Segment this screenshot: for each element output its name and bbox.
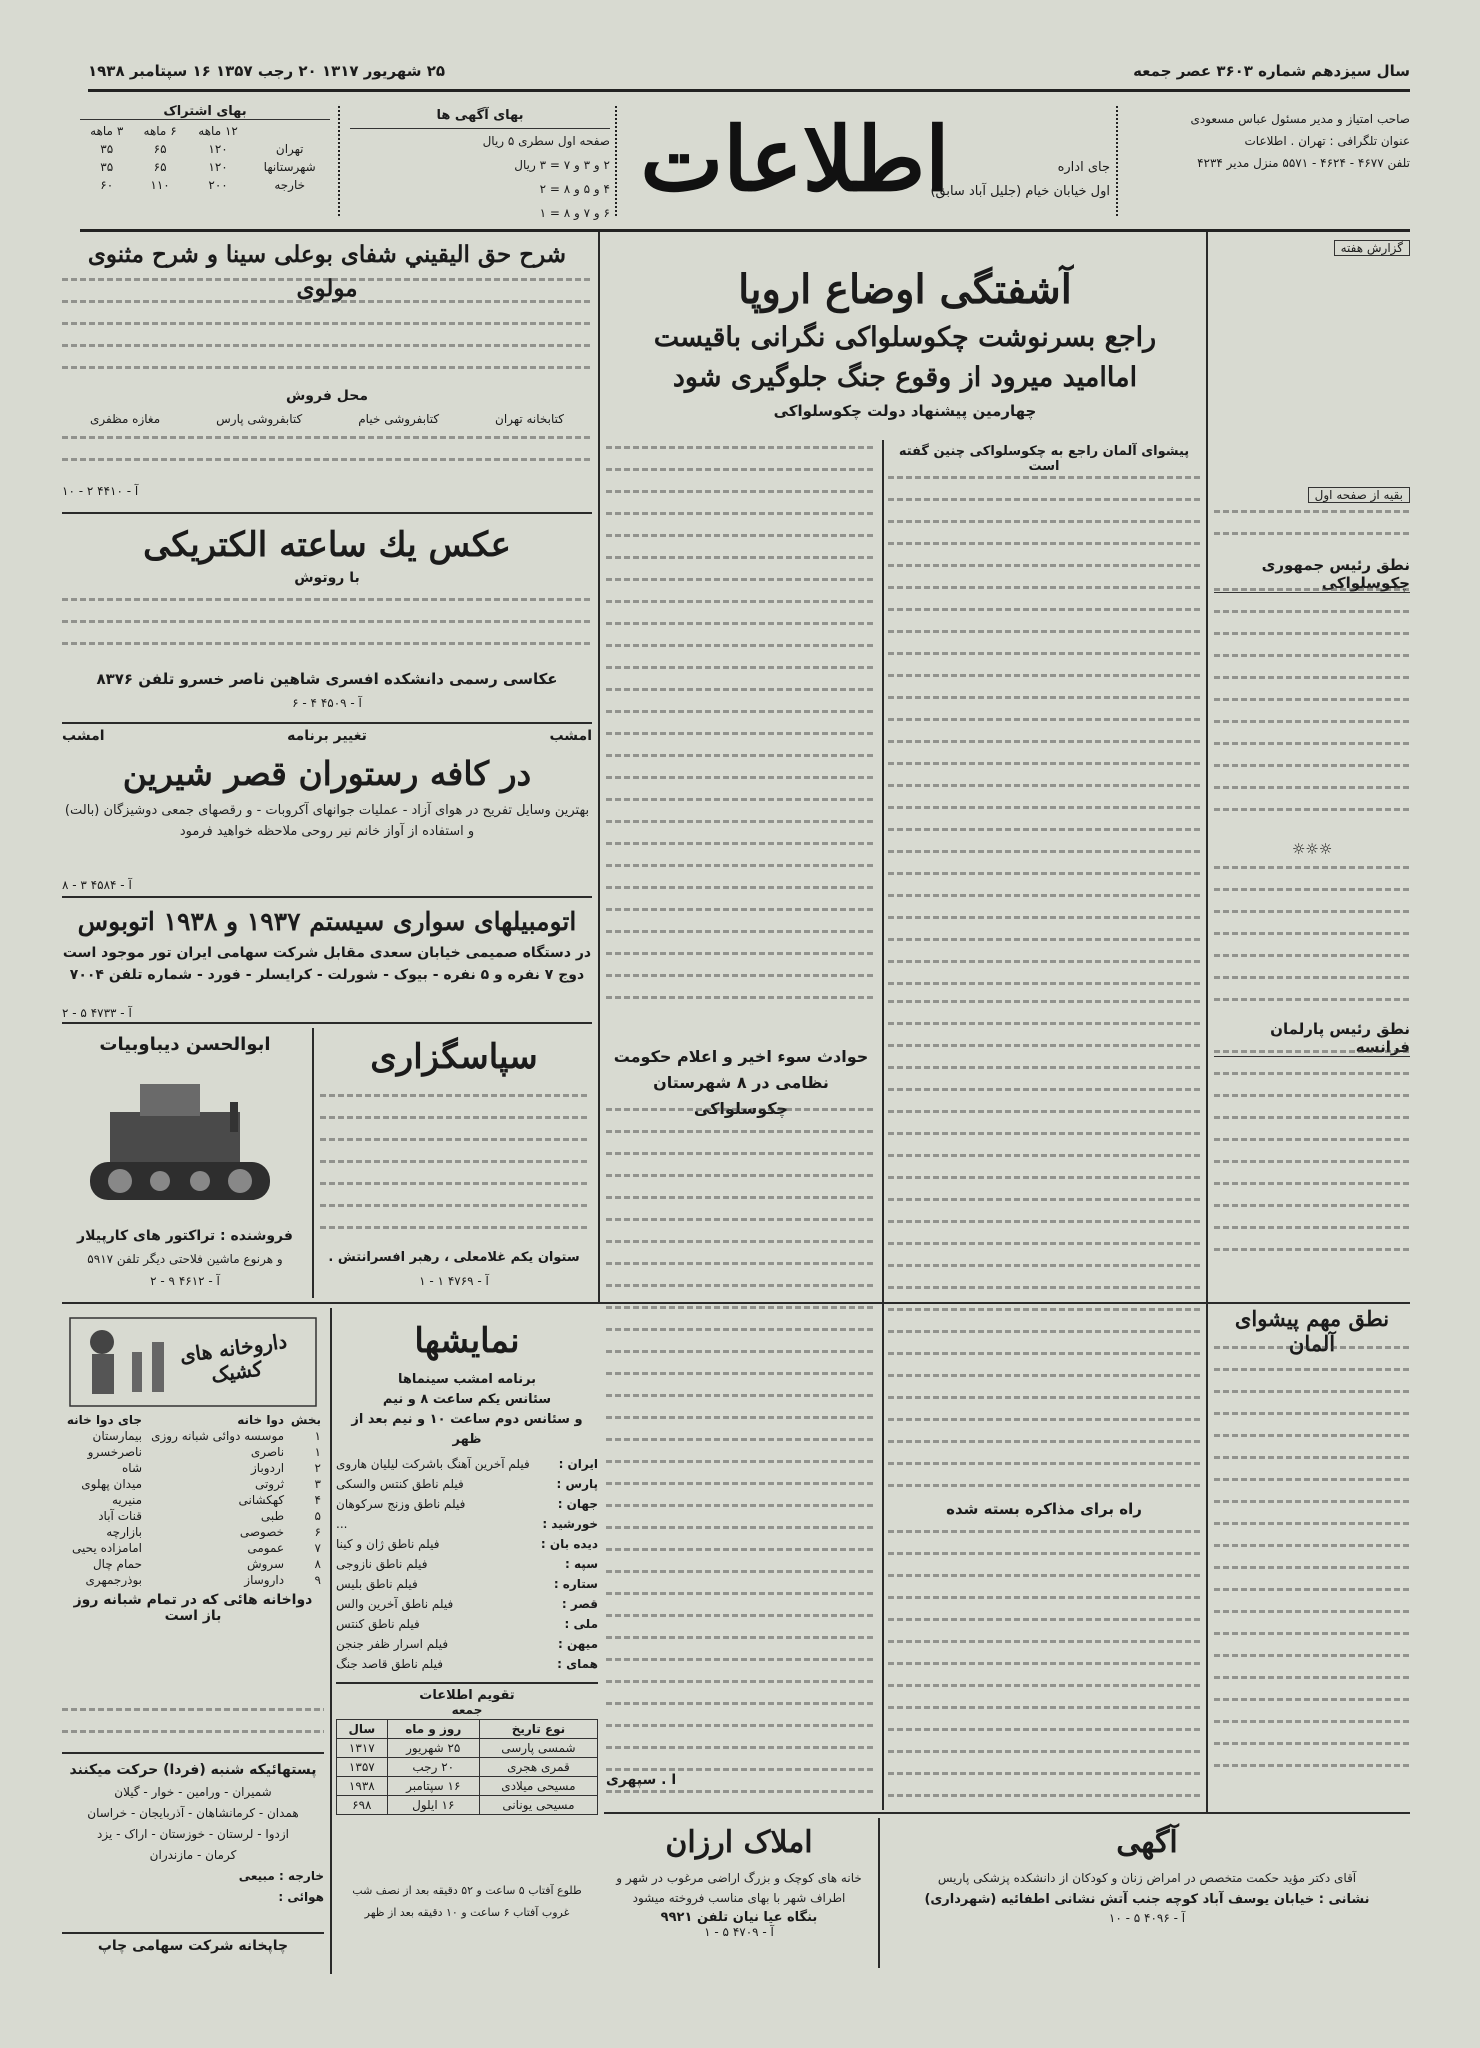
table-row — [62, 1412, 324, 1428]
tractor-icon — [80, 1072, 290, 1222]
shop-name: کتابخانه تهران — [495, 412, 565, 426]
main-headline: آشفتگی اوضاع اروپا — [738, 266, 1072, 313]
list-item — [336, 1574, 598, 1594]
tractor-ad — [62, 1028, 308, 1298]
notice-ad — [884, 1818, 1410, 1968]
table-cell: شمسی پارسی — [479, 1739, 597, 1758]
cinema-film: فیلم ناطق آخرین والس — [336, 1597, 454, 1611]
table-cell: ۳۵ — [100, 142, 114, 156]
table-row — [62, 1428, 324, 1444]
right-head-box — [1214, 1020, 1410, 1056]
table-cell: ۶ — [314, 1525, 321, 1539]
nego-head-box — [888, 1500, 1200, 1526]
table-cell: ۶۵ — [153, 160, 167, 174]
table-row — [62, 1572, 324, 1588]
table-header: سال — [337, 1720, 388, 1739]
list-item — [336, 1474, 598, 1494]
cinema-name: دیده بان : — [540, 1537, 598, 1551]
table-cell: مسیحی یونانی — [479, 1796, 597, 1815]
table-cell: ناصری — [250, 1445, 285, 1459]
list-item — [336, 1594, 598, 1614]
tractor-ad-seller: فروشنده : تراکتور های کارپیلار — [77, 1228, 293, 1244]
book-ad — [62, 238, 592, 510]
ad-code: آ - ۴۷۳۳ ۵ - ۲ — [62, 1006, 132, 1020]
table-cell: منیریه — [111, 1493, 143, 1507]
list-item — [336, 1654, 598, 1674]
office-title: جای اداره — [1057, 160, 1110, 175]
pharmacy-illustration-box — [62, 1312, 324, 1412]
table-header: ۶ ماهه — [143, 124, 177, 138]
property-ad-title: املاک ارزان — [665, 1825, 813, 1860]
shows-section — [336, 1312, 598, 1671]
table-header: جای دوا خانه — [66, 1413, 143, 1427]
photo-ad-footer: عکاسی رسمی دانشکده افسری شاهین ناصر خسرو تلفن ۸۳۷۶ — [96, 670, 558, 688]
table-cell: ۹ — [314, 1573, 321, 1587]
pharmacy-title: داروخانه های کشیک — [178, 1328, 289, 1388]
section-rule — [604, 1812, 1410, 1814]
cinema-film: فیلم آخرین آهنگ باشرکت لیلیان هاروی — [336, 1457, 530, 1471]
subscription-table — [80, 122, 330, 194]
table-cell: ۱۱۰ — [150, 178, 170, 192]
tractor-ad-address: و هرنوع ماشین فلاحتی دیگر تلفن ۵۹۱۷ — [87, 1252, 283, 1266]
mid-heading: نظامی در ۸ شهرستان چکوسلواکی — [653, 1073, 829, 1118]
table-cell: ۱۶ ایلول — [387, 1796, 479, 1815]
post-air: هوائی : — [278, 1890, 324, 1904]
table-row — [62, 1524, 324, 1540]
cinema-name: ایران : — [558, 1457, 598, 1471]
column-rule — [1206, 232, 1208, 1812]
auto-ad-title: اتومبیلهای سواری سیستم ۱۹۳۷ و ۱۹۳۸ اتوبوس — [77, 907, 577, 936]
telegraph-line: عنوان تلگرافی : تهران . اطلاعات — [1244, 134, 1410, 148]
list-item — [336, 1494, 598, 1514]
calendar-table — [336, 1719, 598, 1815]
list-item — [336, 1614, 598, 1634]
printer-name: چاپخانه شرکت سهامی چاپ — [97, 1938, 289, 1954]
ad-rate-line: صفحه اول سطری ۵ ریال — [482, 134, 610, 148]
sun-times — [336, 1880, 598, 1924]
auto-ad — [62, 902, 592, 1020]
subscription-title: بهای اشتراک — [80, 104, 330, 120]
cinema-film: فیلم ناطق قاصد جنگ — [336, 1657, 443, 1671]
stars-divider: ☼☼☼ — [1291, 840, 1333, 858]
table-cell: ۱۳۱۷ — [337, 1739, 388, 1758]
article-signature: ا . سپهری — [606, 1772, 677, 1788]
table-row — [62, 1460, 324, 1476]
post-line: ازدوا - لرستان - خوزستان - اراک - یزد — [97, 1827, 289, 1841]
post-line: کرمان - مازندران — [149, 1848, 237, 1862]
thanks-ad — [316, 1028, 592, 1298]
right-column-text — [1214, 1346, 1410, 1804]
table-cell: بازارچه — [106, 1525, 143, 1539]
property-ad-contact: بنگاه عیا نیان تلفن ۹۹۲۱ — [660, 1910, 818, 1925]
report-tag: گزارش هفته — [1334, 240, 1410, 256]
table-cell: ۱۹۳۸ — [337, 1777, 388, 1796]
post-title: پستهائیکه شنبه (فردا) حرکت میکنند — [69, 1762, 317, 1778]
ad-code: آ - ۴۵۸۴ ۳ - ۸ — [62, 878, 132, 892]
ad-rates-title: بهای آگهی ها — [350, 104, 610, 129]
table-cell: خارجه — [274, 178, 306, 192]
shows-intro: و سئانس دوم ساعت ۱۰ و نیم بعد از ظهر — [351, 1412, 583, 1447]
table-cell: میدان پهلوی — [81, 1477, 143, 1491]
table-cell — [249, 122, 330, 140]
shop-name: مغازه مظفری — [90, 412, 161, 426]
cinema-name: ستاره : — [553, 1577, 598, 1591]
column-rule — [330, 1308, 332, 1974]
table-row — [62, 1476, 324, 1492]
newspaper-logo — [620, 96, 970, 221]
date-line: ۲۵ شهریور ۱۳۱۷ ۲۰ رجب ۱۳۵۷ ۱۶ سپتامبر ۱۹۳۸ — [88, 62, 445, 80]
photo-ad — [62, 520, 592, 720]
table-cell: ۱۶ سپتامبر — [387, 1777, 479, 1796]
ad-rates — [350, 104, 610, 225]
article-column — [888, 1000, 1200, 1500]
section-rule — [336, 1682, 598, 1684]
table-cell: موسسه دوائی شبانه روزی — [151, 1429, 285, 1443]
cinema-film: فیلم ناطق نازوجی — [336, 1557, 428, 1571]
main-headline-block — [605, 262, 1205, 440]
photo-ad-text — [62, 598, 592, 664]
article-column — [888, 476, 1200, 996]
top-rule — [88, 89, 1410, 92]
continuation-tag: بقیه از صفحه اول — [1308, 487, 1410, 503]
ad-rate-line: ۶ و ۷ و ۸ = ۱ — [539, 206, 610, 220]
table-cell: حمام چال — [92, 1557, 143, 1571]
table-cell: شاه — [122, 1461, 143, 1475]
cafe-ad-text: بهترین وسایل تفریح در هوای آزاد - عملیات جوانهای آکروبات - و رقصهای جمعی دوشیزگان (بالت) و استفاده از آواز خانم نیر روحی ملاحظه خواهید فرمود — [64, 803, 590, 839]
auto-ad-text: در دستگاه صمیمی خیابان سعدی مقابل شرکت سهامی ایران تور موجود است — [62, 945, 592, 961]
book-ad-text — [62, 278, 592, 388]
table-row — [80, 158, 330, 176]
table-cell: ثروتی — [254, 1477, 285, 1491]
publisher-line: صاحب امتیاز و مدیر مسئول عباس مسعودی — [1190, 112, 1410, 126]
cinema-film: فیلم اسرار ظفر جنجن — [336, 1637, 449, 1651]
table-row — [62, 1556, 324, 1572]
issue-info: سال سیزدهم شماره ۳۶۰۳ عصر جمعه — [1133, 62, 1410, 80]
book-ad-title: شرح حق اليقيني شفای بوعلی سينا و شرح مثنوی مولوی — [87, 241, 567, 302]
article-lead-text: پیشوای آلمان راجع به چکوسلواکی چنین گفته است — [898, 444, 1190, 474]
table-header: ۱۲ ماهه — [198, 124, 238, 138]
book-ad-shops — [62, 412, 592, 426]
shows-title: نمایشها — [414, 1321, 520, 1361]
phone-line: تلفن ۴۶۷۷ - ۴۶۲۴ - ۵۵۷۱ منزل مدیر ۴۲۳۴ — [1197, 156, 1410, 170]
table-cell: ۲۵ شهریور — [387, 1739, 479, 1758]
cinema-name: جهان : — [557, 1497, 598, 1511]
cont-box — [1214, 484, 1410, 504]
table-header: روز و ماه — [387, 1720, 479, 1739]
right-heading: نطق رئیس جمهوری چکوسلواکی — [1214, 556, 1410, 593]
shop-name: کتابفروشی پارس — [216, 412, 303, 426]
pharmacy-extra-text — [62, 1708, 324, 1752]
table-cell: ۳۵ — [100, 160, 114, 174]
table-cell: داروساز — [244, 1573, 285, 1587]
ad-code: آ - ۴۵۰۹ ۴ - ۶ — [292, 696, 362, 710]
article-column — [606, 446, 876, 1006]
photo-ad-title: عکس يك ساعته الکتريکی — [143, 525, 511, 565]
mid-head-box — [606, 1044, 876, 1118]
table-row — [337, 1796, 598, 1815]
office-address: اول خیابان خیام (جلیل آباد سابق) — [930, 184, 1110, 199]
publisher-info — [1150, 108, 1410, 174]
post-line: همدان - کرمانشاهان - آذربایجان - خراسان — [87, 1806, 299, 1820]
pharmacy-section — [62, 1312, 324, 1702]
program-change-label: تغییر برنامه — [287, 728, 367, 744]
table-cell: ۲ — [314, 1461, 321, 1475]
main-subheadline: امااميد ميرود از وقوع جنگ جلوگيری شود — [672, 362, 1138, 393]
table-cell: بوذرجمهری — [85, 1573, 143, 1587]
ad-code: آ - ۴۶۱۲ ۹ - ۲ — [150, 1274, 220, 1288]
ad-divider — [62, 722, 592, 724]
masthead-divider — [1116, 106, 1120, 216]
tractor-illustration — [80, 1072, 290, 1222]
table-cell: ۶۰ — [100, 178, 114, 192]
main-subheadline: راجع بسرنوشت چکوسلواکی نگرانی باقیست — [653, 322, 1157, 353]
shows-intro: برنامه امشب سینماها — [397, 1372, 537, 1387]
table-row — [62, 1508, 324, 1524]
mid-heading: حوادث سوء اخیر و اعلام حکومت — [613, 1047, 869, 1066]
table-cell: ۶۵ — [153, 142, 167, 156]
ad-divider — [878, 1818, 880, 1968]
table-row — [337, 1758, 598, 1777]
ad-divider — [62, 896, 592, 898]
section-rule — [62, 1752, 324, 1754]
table-row — [62, 1444, 324, 1460]
list-item — [336, 1554, 598, 1574]
cinema-name: قصر : — [561, 1597, 598, 1611]
table-cell: ناصرخسرو — [87, 1445, 143, 1459]
table-header: بخش — [290, 1413, 321, 1427]
tractor-ad-title: ابوالحسن دیباوبیات — [99, 1034, 271, 1055]
table-cell: امامزاده یحیی — [72, 1541, 143, 1555]
pharmacy-footer: دواخانه هائی که در تمام شبانه روز باز است — [73, 1592, 313, 1624]
pharmacy-table — [62, 1412, 324, 1588]
list-item — [336, 1634, 598, 1654]
table-cell: ۲۰ رجب — [387, 1758, 479, 1777]
top-line — [88, 58, 1410, 84]
auto-ad-text: دوج ۷ نفره و ۵ نفره - بیوک - شورلت - کرایسلر - فورد - شماره تلفن ۷۰۰۴ — [69, 967, 585, 983]
logo-text: اطلاعات — [640, 106, 950, 211]
cinema-film: فیلم ناطق ژان و کینا — [336, 1537, 440, 1551]
column-rule — [598, 232, 600, 1304]
right-head-box — [1214, 556, 1410, 592]
table-cell: بیمارستان — [92, 1429, 143, 1443]
table-cell: ۷ — [314, 1541, 321, 1555]
post-line: شمیران - ورامین - خوار - گیلان — [114, 1785, 272, 1799]
cinema-name: همای : — [557, 1657, 598, 1671]
table-cell: ۱۲۰ — [208, 142, 228, 156]
ad-divider — [62, 512, 592, 514]
right-head-box — [1214, 1306, 1410, 1356]
sunset-line: غروب آفتاب ۶ ساعت و ۱۰ دقیقه بعد از ظهر — [364, 1906, 570, 1919]
cinema-list — [336, 1454, 598, 1674]
table-cell: مسیحی میلادی — [479, 1777, 597, 1796]
book-ad-sales-title: محل فروش — [285, 388, 369, 404]
property-ad — [604, 1818, 874, 1968]
subscription-box — [80, 104, 330, 194]
list-item — [336, 1514, 598, 1534]
table-cell: ۳ — [314, 1477, 321, 1491]
cinema-film: ... — [336, 1517, 348, 1531]
post-foreign: خارجه : مبیعی — [238, 1869, 324, 1883]
cinema-name: خورشید : — [542, 1517, 598, 1531]
table-row — [62, 1540, 324, 1556]
cafe-ad — [62, 728, 592, 894]
printer-box — [62, 1938, 324, 1962]
masthead-divider — [338, 106, 342, 216]
table-row — [80, 122, 330, 140]
list-item — [336, 1454, 598, 1474]
main-kicker: چهارمین پیشنهاد دولت چکوسلواکی — [773, 402, 1037, 420]
thanks-ad-signature: ستوان یکم غلامعلی ، رهبر افسرانتش . — [328, 1250, 580, 1265]
table-header: ۳ ماهه — [90, 124, 124, 138]
notice-ad-address: نشانی : خیابان یوسف آباد کوچه جنب آتش نشانی اطفائیه (شهرداری) — [924, 1892, 1370, 1907]
table-cell: تهران — [275, 142, 304, 156]
right-column-text — [1214, 588, 1410, 838]
ad-code: آ - ۴۷۶۹ ۱ - ۱ — [419, 1274, 489, 1288]
table-header: نوع تاریخ — [479, 1720, 597, 1739]
table-cell: اردوباز — [251, 1461, 285, 1475]
cinema-film: فیلم ناطق وزنج سرکوهان — [336, 1497, 466, 1511]
cinema-film: فیلم ناطق کنتس — [336, 1617, 420, 1631]
table-row — [337, 1777, 598, 1796]
cinema-film: فیلم ناطق بلیس — [336, 1577, 418, 1591]
cinema-film: فیلم ناطق کنتس والسکی — [336, 1477, 464, 1491]
right-column-text — [1214, 1050, 1410, 1290]
thanks-ad-text — [320, 1094, 588, 1248]
table-cell: ۲۰۰ — [208, 178, 228, 192]
ad-code: آ - ۴۰۹۶ ۵ - ۱۰ — [1108, 1911, 1186, 1925]
shows-intro: سئانس یکم ساعت ۸ و نیم — [382, 1392, 552, 1407]
ad-code: آ - ۴۴۱۰ ۲ - ۱۰ — [62, 484, 139, 498]
list-item — [336, 1534, 598, 1554]
sunrise-line: طلوع آفتاب ۵ ساعت و ۵۲ دقیقه بعد از نصف شب — [352, 1884, 582, 1897]
table-cell: عمومی — [247, 1541, 285, 1555]
table-cell: خصوصی — [239, 1525, 285, 1539]
cafe-ad-topline — [62, 728, 592, 744]
table-header: دوا خانه — [237, 1413, 285, 1427]
right-heading-big: نطق مهم پیشوای آلمان — [1234, 1306, 1390, 1356]
masthead — [80, 96, 1410, 226]
ad-rate-line: ۲ و ۳ و ۷ = ۳ ریال — [514, 158, 610, 172]
table-row — [80, 140, 330, 158]
table-cell: ۱۳۵۷ — [337, 1758, 388, 1777]
masthead-divider — [615, 106, 619, 216]
property-ad-text: خانه های کوچک و بزرگ اراضی مرغوب در شهر و اطراف شهر با بهای مناسب فروخته میشود — [616, 1871, 862, 1905]
notice-ad-title: آگهی — [1116, 1825, 1178, 1860]
right-column-text — [1214, 866, 1410, 1016]
table-cell: ۱۲۰ — [208, 160, 228, 174]
column-rule — [882, 440, 884, 1810]
table-cell: ۸ — [314, 1557, 321, 1571]
table-cell: ۵ — [314, 1509, 321, 1523]
table-row — [80, 176, 330, 194]
shop-name: کتابفروشی خیام — [358, 412, 440, 426]
photo-ad-subtitle: با روتوش — [294, 570, 360, 586]
article-column — [606, 1108, 876, 1808]
thanks-ad-title: سپاسگزاری — [370, 1037, 538, 1077]
table-cell: سروش — [246, 1557, 285, 1571]
calendar-title: تقویم اطلاعات — [419, 1688, 515, 1703]
ad-divider — [312, 1028, 314, 1298]
table-row — [337, 1739, 598, 1758]
post-section — [62, 1758, 324, 1928]
table-cell: کهکشانی — [238, 1493, 285, 1507]
calendar-box — [336, 1688, 598, 1864]
tonight-label: امشب — [62, 728, 105, 744]
right-column-text — [1214, 510, 1410, 554]
book-ad-shop-lines — [62, 436, 592, 486]
table-cell: ۶۹۸ — [337, 1796, 388, 1815]
section-rule — [62, 1932, 324, 1934]
table-cell: طبی — [260, 1509, 285, 1523]
table-cell: شهرستانها — [263, 160, 316, 174]
cinema-name: ملی : — [564, 1617, 598, 1631]
ad-divider — [62, 1022, 592, 1024]
cinema-name: سپه : — [565, 1557, 598, 1571]
article-column — [888, 1530, 1200, 1800]
cafe-ad-title: در کافه رستوران قصر شیرین — [122, 754, 532, 793]
ad-code: آ - ۴۷۰۹ ۵ - ۱ — [704, 1925, 774, 1939]
nego-heading: راه برای مذاکره بسته شده — [946, 1500, 1142, 1518]
table-cell: قنات آباد — [98, 1509, 143, 1523]
cinema-name: پارس : — [556, 1477, 598, 1491]
tonight-label: امشب — [549, 728, 592, 744]
article-lead — [888, 444, 1200, 474]
table-cell: ۴ — [314, 1493, 321, 1507]
table-row — [337, 1720, 598, 1739]
table-cell: قمری هجری — [479, 1758, 597, 1777]
right-heading: نطق رئیس پارلمان فرانسه — [1214, 1020, 1410, 1057]
table-cell: ۱ — [314, 1445, 321, 1459]
ad-rate-line: ۴ و ۵ و ۸ = ۲ — [539, 182, 610, 196]
cinema-name: میهن : — [557, 1637, 598, 1651]
calendar-day: جمعه — [451, 1703, 483, 1717]
masthead-rule — [80, 229, 1410, 232]
notice-ad-text: آقای دکتر مؤید حکمت متخصص در امراض زنان و کودکان از دانشکده پزشکی پاریس — [937, 1871, 1357, 1885]
signature-box — [606, 1772, 876, 1796]
table-cell: ۱ — [314, 1429, 321, 1443]
table-row — [62, 1492, 324, 1508]
